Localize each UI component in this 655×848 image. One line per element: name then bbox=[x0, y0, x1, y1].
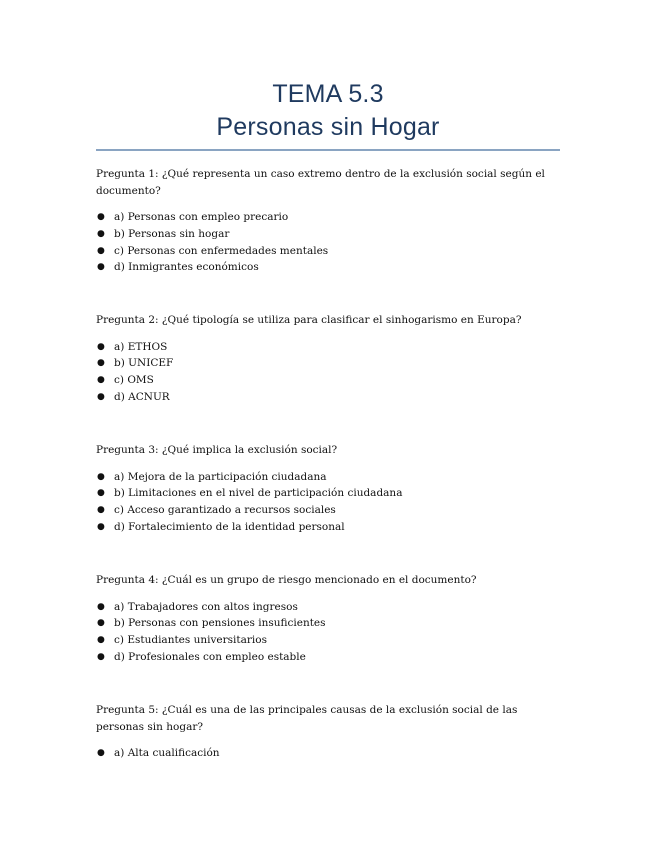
answer-option-label: b) Personas sin hogar bbox=[114, 227, 230, 240]
bullet-icon: ● bbox=[97, 358, 105, 369]
answer-option bbox=[96, 649, 566, 666]
bullet-icon: ● bbox=[97, 748, 105, 758]
answer-options bbox=[96, 339, 566, 406]
answer-option-label: d) Fortalecimiento de la identidad personal bbox=[114, 520, 345, 533]
question-text: Pregunta 5: ¿Cuál es una de las principales causas de la exclusión social de las personas sin hogar? bbox=[96, 704, 518, 733]
bullet-icon: ● bbox=[97, 391, 105, 402]
question-4 bbox=[96, 572, 566, 666]
answer-options bbox=[96, 745, 566, 762]
answer-option bbox=[96, 389, 566, 406]
answer-option-label: d) ACNUR bbox=[114, 390, 170, 403]
question-3 bbox=[96, 442, 566, 536]
bullet-icon: ● bbox=[97, 228, 105, 239]
answer-option bbox=[96, 615, 566, 632]
answer-option bbox=[96, 372, 566, 389]
bullet-icon: ● bbox=[97, 341, 105, 352]
bullet-icon: ● bbox=[97, 245, 105, 256]
question-text: Pregunta 1: ¿Qué representa un caso extremo dentro de la exclusión social según el documento? bbox=[96, 168, 545, 197]
bullet-icon: ● bbox=[97, 618, 105, 629]
answer-option bbox=[96, 632, 566, 649]
answer-option-label: c) Personas con enfermedades mentales bbox=[114, 244, 329, 257]
question-5 bbox=[96, 702, 566, 762]
answer-option bbox=[96, 339, 566, 356]
answer-option bbox=[96, 745, 566, 762]
question-text: Pregunta 3: ¿Qué implica la exclusión social? bbox=[96, 444, 338, 456]
answer-option-label: d) Profesionales con empleo estable bbox=[114, 650, 306, 663]
bullet-icon: ● bbox=[97, 471, 105, 482]
answer-option bbox=[96, 519, 566, 536]
bullet-icon: ● bbox=[97, 375, 105, 386]
question-2 bbox=[96, 312, 566, 406]
bullet-icon: ● bbox=[97, 212, 105, 222]
answer-option bbox=[96, 259, 566, 276]
answer-option bbox=[96, 243, 566, 260]
question-1 bbox=[96, 166, 566, 276]
answer-option bbox=[96, 469, 566, 486]
bullet-icon: ● bbox=[97, 635, 105, 646]
answer-option-label: c) OMS bbox=[114, 374, 154, 387]
bullet-icon: ● bbox=[97, 505, 105, 516]
title-topic-number: TEMA 5.3 bbox=[272, 80, 384, 108]
answer-options bbox=[96, 599, 566, 666]
title-topic-name: Personas sin Hogar bbox=[216, 113, 440, 141]
answer-option bbox=[96, 226, 566, 243]
answer-options bbox=[96, 469, 566, 536]
bullet-icon: ● bbox=[97, 651, 105, 662]
question-text: Pregunta 4: ¿Cuál es un grupo de riesgo mencionado en el documento? bbox=[96, 574, 477, 586]
answer-option bbox=[96, 355, 566, 372]
bullet-icon: ● bbox=[97, 488, 105, 499]
bullet-icon: ● bbox=[97, 521, 105, 532]
answer-option-label: a) Personas con empleo precario bbox=[114, 211, 289, 223]
answer-option-label: b) Personas con pensiones insuficientes bbox=[114, 617, 326, 630]
answer-option bbox=[96, 209, 566, 226]
answer-option-label: a) Mejora de la participación ciudadana bbox=[114, 470, 327, 483]
document-title bbox=[96, 78, 560, 144]
answer-option bbox=[96, 599, 566, 616]
answer-option bbox=[96, 502, 566, 519]
answer-option-label: a) Trabajadores con altos ingresos bbox=[114, 600, 298, 613]
answer-option-label: b) Limitaciones en el nivel de participación ciudadana bbox=[114, 487, 403, 500]
title-divider bbox=[96, 149, 560, 151]
answer-option-label: a) ETHOS bbox=[114, 340, 168, 353]
answer-options bbox=[96, 209, 566, 276]
bullet-icon: ● bbox=[97, 601, 105, 612]
answer-option-label: c) Estudiantes universitarios bbox=[114, 634, 267, 647]
answer-option-label: d) Inmigrantes económicos bbox=[114, 261, 259, 274]
answer-option-label: b) UNICEF bbox=[114, 357, 174, 370]
question-text: Pregunta 2: ¿Qué tipología se utiliza para clasificar el sinhogarismo en Europa? bbox=[96, 314, 522, 326]
answer-option-label: c) Acceso garantizado a recursos sociales bbox=[114, 504, 336, 517]
bullet-icon: ● bbox=[97, 262, 105, 273]
answer-option bbox=[96, 485, 566, 502]
answer-option-label: a) Alta cualificación bbox=[114, 747, 220, 759]
